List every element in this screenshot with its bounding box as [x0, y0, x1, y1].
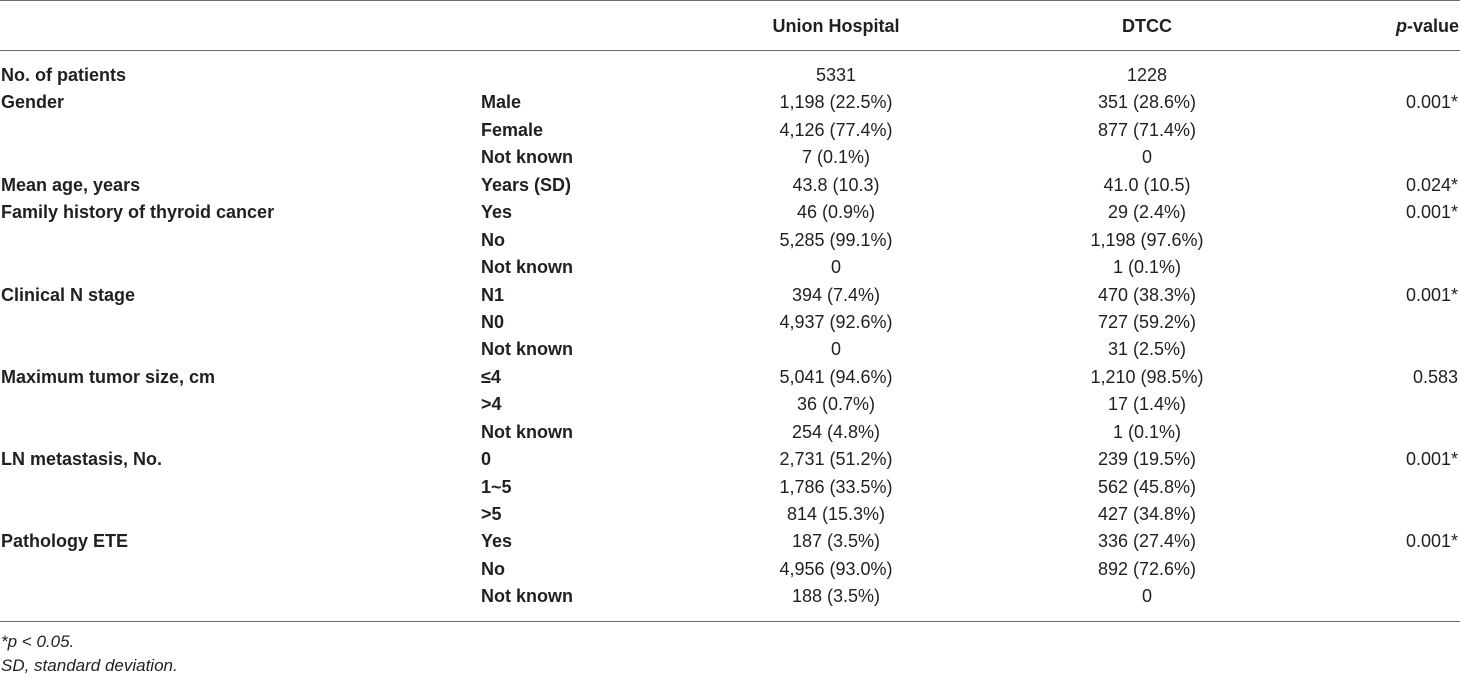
row-category: >5 [481, 504, 502, 524]
row-dtcc-value: 351 (28.6%) [1097, 92, 1197, 113]
row-union-hospital-value: 187 (3.5%) [791, 531, 881, 552]
table-row [0, 474, 1460, 501]
row-union-hospital-value: 394 (7.4%) [791, 284, 881, 305]
row-union-hospital-value: 0 [830, 339, 842, 360]
table-row [0, 364, 1460, 391]
row-p-value: 0.001* [1405, 531, 1458, 552]
row-p-value: 0.001* [1405, 284, 1458, 305]
row-p-value: 0.001* [1405, 92, 1458, 113]
table-footnotes [1, 630, 178, 678]
row-p-value: 0.583 [1412, 366, 1458, 387]
row-union-hospital-value: 1,198 (22.5%) [779, 92, 893, 113]
row-category: Not known [481, 147, 573, 168]
row-union-hospital-value: 4,937 (92.6%) [779, 311, 893, 332]
table-bottom-rule [0, 621, 1460, 622]
column-header-p-value [1396, 15, 1459, 37]
row-dtcc-value: 239 (19.5%) [1097, 449, 1197, 470]
table-body [0, 62, 1460, 611]
footnote-significance: *p < 0.05. [1, 632, 75, 651]
table-row [0, 501, 1460, 528]
row-category: ≤4 [481, 366, 501, 387]
table-row [0, 117, 1460, 144]
row-category: Not known [481, 257, 573, 278]
row-variable: Family history of thyroid cancer [1, 202, 275, 223]
row-category: N0 [481, 311, 505, 332]
row-category: Male [481, 92, 522, 113]
row-union-hospital-value: 5331 [815, 65, 857, 85]
row-union-hospital-value: 254 (4.8%) [791, 421, 881, 442]
row-dtcc-value: 336 (27.4%) [1097, 531, 1197, 552]
row-category: Not known [481, 586, 573, 607]
row-category: Yes [481, 202, 513, 223]
row-p-value: 0.001* [1405, 449, 1458, 470]
row-union-hospital-value: 188 (3.5%) [791, 586, 881, 607]
row-dtcc-value: 727 (59.2%) [1097, 311, 1197, 332]
row-p-value: 0.024* [1405, 174, 1458, 195]
table-row [0, 144, 1460, 171]
row-dtcc-value: 41.0 (10.5) [1103, 174, 1191, 195]
row-variable: Maximum tumor size, cm [1, 366, 216, 387]
row-category: Not known [481, 339, 573, 360]
table-header [0, 0, 1460, 50]
row-p-value: 0.001* [1405, 202, 1458, 223]
row-category: Years (SD) [481, 174, 572, 195]
row-category: 1~5 [481, 476, 512, 497]
row-variable: No. of patients [1, 65, 126, 85]
p-value-suffix: -value [1406, 16, 1459, 36]
p-value-italic-p: p [1395, 16, 1407, 36]
row-category: No [481, 229, 505, 250]
row-dtcc-value: 1,210 (98.5%) [1090, 366, 1204, 387]
row-union-hospital-value: 0 [830, 257, 842, 278]
table-row [0, 583, 1460, 610]
row-dtcc-value: 470 (38.3%) [1097, 284, 1197, 305]
table-row [0, 446, 1460, 473]
row-dtcc-value: 0 [1141, 586, 1153, 607]
row-union-hospital-value: 5,285 (99.1%) [779, 229, 893, 250]
table-row [0, 199, 1460, 226]
table-row [0, 556, 1460, 583]
table-row [0, 254, 1460, 281]
row-variable: Pathology ETE [1, 531, 129, 552]
row-dtcc-value: 1 (0.1%) [1112, 257, 1182, 278]
row-variable: LN metastasis, No. [1, 449, 163, 470]
row-category: Yes [481, 531, 513, 552]
row-dtcc-value: 877 (71.4%) [1097, 119, 1197, 140]
table-row [0, 172, 1460, 199]
row-dtcc-value: 1 (0.1%) [1112, 421, 1182, 442]
row-category: No [481, 558, 505, 579]
row-union-hospital-value: 5,041 (94.6%) [779, 366, 893, 387]
row-dtcc-value: 17 (1.4%) [1107, 394, 1187, 415]
row-variable: Clinical N stage [1, 284, 136, 305]
row-dtcc-value: 427 (34.8%) [1097, 504, 1197, 524]
row-dtcc-value: 892 (72.6%) [1097, 558, 1197, 579]
table-row [0, 336, 1460, 363]
row-category: Female [481, 119, 544, 140]
table-row [0, 62, 1460, 89]
table-row [0, 528, 1460, 555]
row-union-hospital-value: 43.8 (10.3) [792, 174, 880, 195]
row-dtcc-value: 0 [1141, 147, 1153, 168]
row-union-hospital-value: 36 (0.7%) [796, 394, 876, 415]
table-row [0, 309, 1460, 336]
table-row [0, 391, 1460, 418]
row-category: >4 [481, 394, 502, 415]
row-union-hospital-value: 4,126 (77.4%) [779, 119, 893, 140]
column-header-dtcc: DTCC [1122, 16, 1172, 36]
row-dtcc-value: 1228 [1126, 65, 1168, 85]
column-header-union-hospital: Union Hospital [772, 16, 900, 36]
row-union-hospital-value: 2,731 (51.2%) [779, 449, 893, 470]
table-header-rule [0, 50, 1460, 51]
table-row [0, 419, 1460, 446]
table-row [0, 282, 1460, 309]
table-row [0, 227, 1460, 254]
row-union-hospital-value: 814 (15.3%) [786, 504, 886, 524]
row-category: 0 [481, 449, 492, 470]
row-category: N1 [481, 284, 505, 305]
row-union-hospital-value: 46 (0.9%) [796, 202, 876, 223]
table-row [0, 89, 1460, 116]
row-dtcc-value: 29 (2.4%) [1107, 202, 1187, 223]
row-variable: Gender [1, 92, 65, 113]
row-union-hospital-value: 1,786 (33.5%) [779, 476, 893, 497]
row-dtcc-value: 562 (45.8%) [1097, 476, 1197, 497]
row-dtcc-value: 1,198 (97.6%) [1090, 229, 1204, 250]
footnote-abbreviation: SD, standard deviation. [1, 656, 178, 675]
row-category: Not known [481, 421, 573, 442]
row-union-hospital-value: 4,956 (93.0%) [779, 558, 893, 579]
row-union-hospital-value: 7 (0.1%) [801, 147, 871, 168]
row-variable: Mean age, years [1, 174, 141, 195]
row-dtcc-value: 31 (2.5%) [1107, 339, 1187, 360]
